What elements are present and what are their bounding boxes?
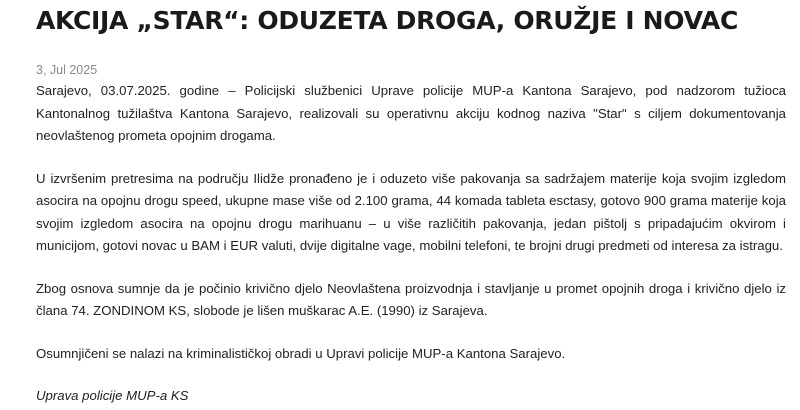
article-title: AKCIJA „STAR“: ODUZETA DROGA, ORUŽJE I NOVAC <box>36 6 739 35</box>
article-paragraph: Zbog osnova sumnje da je počinio krivično djelo Neovlaštena proizvodnja i stavljanje u promet opojnih droga i krivično djelo iz člana 74. ZONDINOM KS, slobode je lišen muškarac A.E. (1990) iz Sarajeva. <box>36 280 786 318</box>
article-paragraph: Sarajevo, 03.07.2025. godine – Policijski službenici Uprave policije MUP-a Kantona Sarajevo, pod nadzorom tužioca Kantonalnog tužilaštva Kantona Sarajevo, realizovali su operativnu akciju kodnog naziva "Star" s ciljem dokumentovanja neovlaštenog prometa opojnim drogama. <box>36 83 786 143</box>
article-body <box>36 80 786 408</box>
article-date: 3, Jul 2025 <box>36 63 98 77</box>
article <box>36 0 786 408</box>
article-paragraph: Osumnjičeni se nalazi na kriminalističkoj obradi u Upravi policije MUP-a Kantona Sarajevo. <box>36 345 566 361</box>
article-paragraph: U izvršenim pretresima na području Ilidže pronađeno je i oduzeto više pakovanja sa sadržajem materije koja svojim izgledom asocira na opojnu drogu speed, ukupne mase više od 2.100 grama, 44 komada tableta esctasy, gotovo 900 grama materije koja svojim izgledom asocira na opojnu drogu marihuanu – u više različitih pakovanja, jedan pištolj s pripadajućim okvirom i municijom, gotovi novac u BAM i EUR valuti, dvije digitalne vage, mobilni telefoni, te brojni drugi predmeti od interesa za istragu. <box>36 170 786 253</box>
article-signature: Uprava policije MUP-a KS <box>36 388 189 403</box>
